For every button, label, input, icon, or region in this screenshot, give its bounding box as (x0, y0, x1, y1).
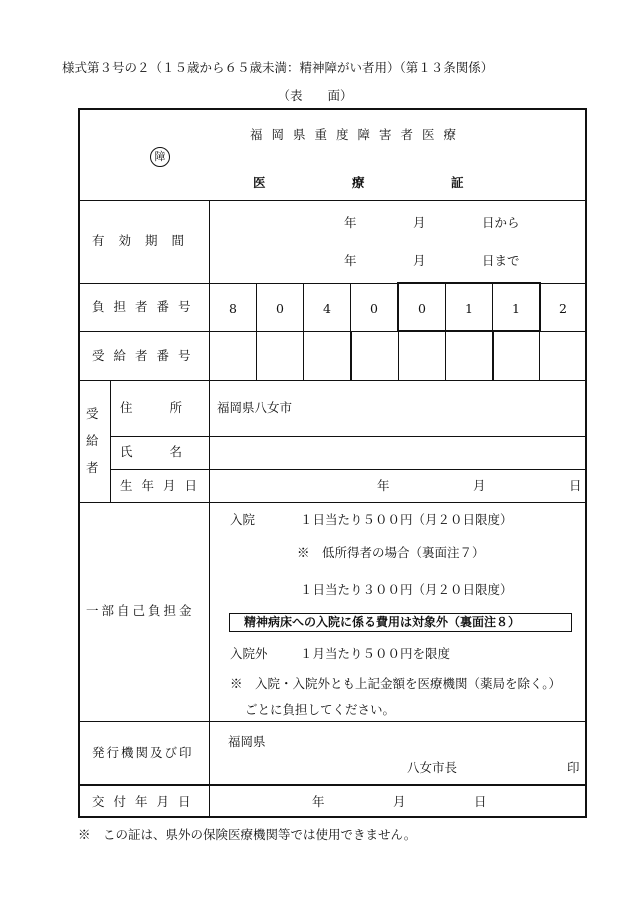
form-title: 様式第３号の２（１５歳から６５歳未満：精神障がい者用）（第１３条関係） (62, 60, 494, 75)
payer-digit: 4 (323, 301, 331, 316)
recipient-group-label: 者 (86, 460, 99, 475)
certificate-title-char: 証 (451, 175, 464, 190)
name-label: 氏 名 (120, 444, 187, 459)
copay-label: 一部自己負担金 (86, 603, 195, 618)
payer-digit: 0 (276, 301, 284, 316)
label-column-divider (209, 200, 210, 816)
digit-divider (256, 283, 257, 380)
outpatient-value: １月当たり５００円を限度 (300, 646, 451, 661)
footer-note: ※ この証は、県外の保険医療機関等では使用できません。 (78, 827, 417, 842)
payer-number-label: 負担者番号 (92, 299, 200, 314)
disability-stamp-icon: 障 (150, 147, 170, 167)
payer-digit: 0 (418, 301, 426, 316)
issue-month: 月 (393, 794, 406, 809)
low-income-value: １日当たり３００円（月２０日限度） (300, 582, 513, 597)
digit-divider (539, 331, 540, 380)
digit-divider (445, 331, 446, 380)
copay-note-line1: ※ 入院・入院外とも上記金額を医療機関（薬局を除く。） (230, 676, 562, 691)
validity-from-year: 年 (344, 215, 357, 230)
payer-digit: 0 (370, 301, 378, 316)
digit-divider-thick (492, 331, 494, 380)
issuer-prefecture: 福岡県 (228, 734, 266, 749)
recipient-group-divider (110, 380, 111, 502)
payer-digit: 1 (465, 301, 473, 316)
issue-year: 年 (312, 794, 325, 809)
row-divider (79, 784, 586, 786)
inpatient-value: １日当たり５００円（月２０日限度） (300, 512, 513, 527)
digit-divider (303, 283, 304, 380)
row-divider (79, 502, 586, 503)
copay-note-line2: ごとに負担してください。 (245, 702, 396, 717)
address-label: 住 所 (120, 400, 187, 415)
digit-divider-thick (350, 331, 352, 380)
issuer-seal: 印 (567, 760, 580, 775)
inpatient-label: 入院 (230, 512, 256, 527)
birth-day: 日 (569, 478, 582, 493)
validity-to-month: 月 (413, 253, 426, 268)
certificate-title-char: 医 (253, 175, 266, 190)
birth-date-label: 生年月日 (120, 478, 207, 493)
row-divider (79, 380, 586, 381)
psychiatric-exclusion-note: 精神病床への入院に係る費用は対象外（裏面注８） (229, 613, 572, 632)
row-divider (79, 721, 586, 722)
issuer-mayor: 八女市長 (407, 760, 458, 775)
validity-label: 有効期間 (92, 233, 199, 248)
payer-digit: 2 (559, 301, 567, 316)
validity-to-day: 日まで (482, 253, 520, 268)
recipient-group-label: 給 (86, 433, 99, 448)
digit-divider (398, 331, 399, 380)
row-divider (110, 469, 586, 470)
issue-day: 日 (474, 794, 487, 809)
row-divider (79, 200, 586, 201)
certificate-title-char: 療 (352, 175, 365, 190)
validity-from-day: 日から (482, 215, 520, 230)
validity-from-month: 月 (413, 215, 426, 230)
address-value: 福岡県八女市 (217, 400, 293, 415)
recipient-group-label: 受 (86, 406, 99, 421)
side-label: （表 面） (277, 88, 353, 103)
certificate-title: 福岡県重度障害者医療 (250, 127, 466, 142)
low-income-note: ※ 低所得者の場合（裏面注７） (297, 545, 485, 560)
issuer-label: 発行機関及び印 (92, 745, 194, 760)
row-divider (110, 436, 586, 437)
birth-month: 月 (473, 478, 486, 493)
recipient-number-label: 受給者番号 (92, 348, 200, 363)
payer-digit: 8 (229, 301, 237, 316)
birth-year: 年 (377, 478, 390, 493)
payer-digit: 1 (512, 301, 520, 316)
outpatient-label: 入院外 (230, 646, 268, 661)
validity-to-year: 年 (344, 253, 357, 268)
issue-date-label: 交付年月日 (92, 794, 200, 809)
